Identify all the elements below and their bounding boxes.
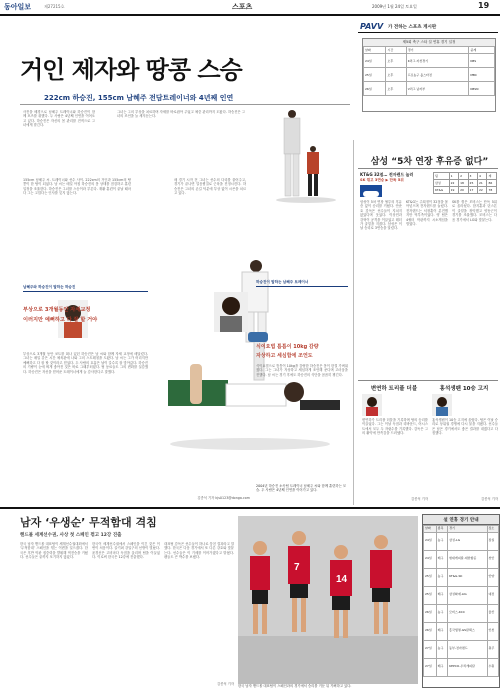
pavv-board-title: 제5회 축구 스타 설 연휴 경기 일정 [363, 39, 495, 46]
handball-sub: 핸드볼 세계선수권, 사상 첫 스페인 꺾고 12강 진출 [20, 533, 122, 538]
handball-body-col-2: 한국이 세계선수권에서 스페인을 이긴 것은 이번이 처음이다. 골키퍼 강일구의 선방이 빛났다. 윤경신은 고비마다 득점을 올리며 팀을 이끌었다. 이로써 한국은 12강에 진출했다. [92, 542, 160, 560]
main-photo-caption: 2004년 하승진 소속팀 트레이너 남혜주 씨와 함께 훈련하는 모습. 두 사람은 4년째 인연을 이어가고 있다. [256, 484, 347, 493]
table-row [424, 550, 499, 568]
table-cell: 프로농구 올스타전 [406, 68, 469, 82]
schedule-table [423, 525, 499, 677]
table-cell: 울산 [487, 604, 499, 622]
samsung-rule [358, 168, 498, 169]
samsung-scoreboard [433, 172, 497, 194]
table-cell: 27일 [424, 658, 437, 676]
main-byline: 김종석 기자 kjs0123@donga.com [197, 496, 250, 500]
table-row [424, 526, 499, 533]
table-cell: 농구 [436, 532, 447, 550]
table-cell: KT&G [434, 187, 450, 194]
page-number: 19 [478, 1, 490, 10]
table-row [424, 568, 499, 586]
table-cell: 흥국생명-GS칼텍스 [448, 622, 487, 640]
table-cell: 26일 [424, 622, 437, 640]
quote-box-left [23, 285, 148, 345]
table-cell: KBS [469, 54, 495, 68]
table-cell: 25 [468, 180, 477, 187]
table-cell: MBC [469, 68, 495, 82]
table-cell: KT&G-SK [448, 568, 487, 586]
table-row [424, 604, 499, 622]
samsung-headline: 삼성 “5차 연장 후유증 없다” [370, 157, 489, 167]
main-headline: 거인 제자와 땅콩 스승 [20, 56, 242, 84]
table-header: 경기 [406, 47, 469, 54]
issue-date: 2009년 1월 24일 토요일 [372, 4, 417, 9]
table-header: 4 [478, 173, 487, 180]
table-cell: 동부-전자랜드 [448, 640, 487, 658]
quote-left-label: 남혜주와 하승진이 말하는 하승진 [23, 285, 148, 292]
table-cell: 오후 [386, 82, 406, 96]
table-cell: 잠실 [487, 532, 499, 550]
table-cell: 20 [459, 187, 468, 194]
pinch-photo [362, 394, 382, 416]
table-cell: 86 [487, 180, 497, 187]
main-body-col-4: 매 경기 시작 전 그녀는 선수의 다리를 풀어주고, 경기가 끝나면 얼음찜질로 근육을 진정시킨다. 하승진은 그녀의 손길 덕분에 부상 없이 시즌을 치르고 있다. [174, 178, 246, 196]
table-row [364, 68, 495, 82]
table-cell: KEPCO-우리캐피탈 [448, 658, 487, 676]
table-header: 중계 [469, 47, 495, 54]
table-cell: 26일 [424, 604, 437, 622]
handball-caption: 한국 남자 핸드볼 대표팀이 스페인과의 경기에서 승리를 거둔 뒤 기뻐하고 있다. [238, 684, 352, 688]
table-row [424, 532, 499, 550]
table-cell: 24일 [424, 532, 437, 550]
table-cell: 대전 [487, 586, 499, 604]
table-header: 종목 [436, 526, 447, 533]
masthead [0, 0, 500, 14]
table-cell: 농구 [436, 568, 447, 586]
table-row [424, 622, 499, 640]
photo-player-portrait [214, 292, 248, 332]
table-cell: 22 [478, 187, 487, 194]
pinch-title: 변연하 트리플 더블 [370, 386, 418, 392]
table-cell: KBSN [469, 82, 495, 96]
table-header: 1 [449, 173, 458, 180]
table-row [424, 586, 499, 604]
quote-box-right [256, 280, 348, 360]
table-cell: 농구 [436, 604, 447, 622]
table-header: 계 [487, 173, 497, 180]
samsung-body-col-3: SK를 꺾은 모비스는 단독 5위로 올라섰다. 함지훈과 던스톤이 골밑을 장악했고 양동근이 경기를 조율했다. 모비스는 다음 경기에서 LG와 맞붙는다. [452, 200, 497, 222]
golf-body: 홍석생팬이 10승 고지에 올랐다. 팀은 이날 승리로 상위권 경쟁에 다시 불을 지폈다. 선수들은 남은 경기에서도 좋은 결과를 내겠다고 다짐했다. [432, 418, 498, 436]
main-body-col-2: 그녀는 그의 부상을 치료하며 자세를 바로잡아 주었고 체중 관리까지 도왔다. 하승진은 그녀의 조언을 늘 새겨듣는다. [117, 110, 245, 119]
table-header: 3 [468, 173, 477, 180]
handball-headline: 남자 ‘우생순’ 무적함대 격침 [20, 516, 157, 529]
handball-byline: 김종석 기자 [217, 682, 234, 686]
pavv-logo: PAVV [360, 22, 384, 31]
pavv-board-table [363, 46, 495, 96]
table-cell: 삼성 [434, 180, 450, 187]
handball-body-col-3: 대표팀 감독은 선수들이 하나로 뭉친 결과라고 말했다. 한국은 다음 경기에서 또 다른 강호와 맞붙는다. 선수들은 이 기세를 이어가겠다고 밝혔다. 팬들도 큰 박수를 보냈다. [164, 542, 234, 560]
table-cell: 오후 [386, 54, 406, 68]
photo-players-standing [250, 108, 356, 203]
section-title: 스포츠 [232, 3, 253, 11]
pinch-byline: 김종석 기자 [411, 497, 428, 501]
samsung-logo-photo [360, 185, 382, 197]
table-cell: K리그 자선경기 [406, 54, 469, 68]
table-cell: 78 [487, 187, 497, 194]
pavv-tagline: 가 전하는 스포츠 게시판 [388, 25, 437, 30]
quote-right-line-2: 자상하고 세심함에 조언도 [256, 353, 313, 359]
table-row [364, 47, 495, 54]
main-subhead: 222cm 하승진, 155cm 남혜주 전담트레이너와 4년째 인연 [44, 94, 234, 102]
table-cell: 배구 [436, 658, 447, 676]
table-header: 팀 [434, 173, 450, 180]
pavv-banner [358, 22, 498, 132]
subhead-rule [20, 104, 350, 105]
table-cell: 인천 [487, 622, 499, 640]
golf-byline: 김종석 기자 [481, 497, 498, 501]
main-body-col-3: 155cm 남혜주 씨. 트레이너와 선수 사이. 222cm의 거인과 155cm의 땅콩이 한 팀이 되었다. 남 씨는 매일 아침 하승진의 몸 상태를 점검하고 훈련 일정을 조율한다. 하승진은 그녀를 스승이라 부른다. 재활 훈련이 끝날 때마다 그는 고맙다는 인사를 잊지 않는다. [23, 178, 131, 196]
svg-text:14: 14 [336, 574, 348, 585]
main-body-col-5: 부상으로 3개월 동안 코트를 떠나 있던 하승진은 남 씨와 함께 자세 교정에 매달렸다. 그녀는 매일 같은 시간 체육관에 나와 그의 스트레칭을 도왔다. 남 씨는 그가 어리지만 예뻐하고 다 잘 할 것이라고 믿었다. 두 사람의 호흡은 날이 갈수록 잘 맞아갔다. 하승진의 기량이 눈에 띄게 좋아진 것은 바로 그때부터였다. 팀 동료들도 그의 변화를 실감했다. 하승진은 자신을 믿어준 트레이너에게 늘 감사한다고 말했다. [23, 352, 148, 374]
table-row [424, 640, 499, 658]
table-cell: 안양 [487, 568, 499, 586]
table-cell: 오후 [386, 68, 406, 82]
table-cell: V리그 남자부 [406, 82, 469, 96]
bottom-section-rule [0, 507, 500, 509]
schedule-box [422, 514, 500, 688]
table-header: 날짜 [424, 526, 437, 533]
table-cell: 25일 [424, 568, 437, 586]
table-cell: 현대캐피탈-대한항공 [448, 550, 487, 568]
samsung-sub: KT&G 32점… 전자랜드 눌러 [360, 172, 414, 177]
pinch-body: 변연하가 트리플 더블을 기록하며 팀의 승리를 이끌었다. 그는 이날 득점과 리바운드, 어시스트에서 모두 두 자릿수를 기록했다. 감독은 그의 활약에 만족감을 드러냈다. [362, 418, 428, 436]
golf-photo [432, 394, 452, 416]
table-row [434, 187, 497, 194]
table-cell: 26일 [364, 82, 386, 96]
table-row [364, 82, 495, 96]
table-cell: 배구 [436, 550, 447, 568]
table-row [434, 180, 497, 187]
handball-body-col-1: 한국 남자 핸드볼 대표팀이 세계선수권대회에서 ‘무적함대’ 스페인을 꺾는 이변을 일으켰다. 한국은 후반 막판 집중력을 발휘해 역전승을 거뒀다. 선수들은 끝까지 포기하지 않았다. [20, 542, 88, 560]
table-cell: 25일 [364, 68, 386, 82]
quote-left-line-2: 이러지만 예뻐하고 다 잘 할 거야 [23, 317, 98, 323]
table-cell: 모비스-KCC [448, 604, 487, 622]
column-divider [353, 140, 354, 505]
issue-number: 제27215호 [44, 4, 65, 9]
table-cell: 17 [468, 187, 477, 194]
table-cell: 배구 [436, 586, 447, 604]
samsung-score-line: SK 꺾고 3연승 ▶ 단독 5위 [360, 178, 404, 182]
table-cell: 25일 [424, 586, 437, 604]
table-cell: 18 [459, 180, 468, 187]
svg-text:7: 7 [294, 562, 300, 573]
table-row [424, 658, 499, 676]
table-header: 경기 [448, 526, 487, 533]
table-cell: 원주 [487, 640, 499, 658]
main-body-col-1: 사진을 배경으로 남혜주 트레이너와 하승진이 함께 포즈를 취했다. 두 사람은 4년째 인연을 이어오고 있다. 하승진은 자신의 몸 관리를 전적으로 그녀에게 맡긴다. [23, 110, 95, 128]
table-cell: 삼성화재-LIG [448, 586, 487, 604]
samsung-body-col-1: 삼성이 5차 연장 혈투의 후유증 없이 승리를 거뒀다. 안준호 감독은 선수들이 지치지 않았다며 웃었다. 이상민과 강혁이 공격을 이끌었고 레더가 골밑을 지켰다. 삼성은 이날 승리로 3연승을 달렸다. [360, 200, 402, 231]
quote-right-line-1: 식이요법 틈틈이 10kg 감량 [256, 344, 319, 350]
table-header: 장소 [487, 526, 499, 533]
table-cell: 천안 [487, 550, 499, 568]
table-cell: 수원 [487, 658, 499, 676]
schedule-title: 설 연휴 경기 안내 [423, 515, 499, 525]
table-cell: 24일 [364, 54, 386, 68]
table-cell: 21 [478, 180, 487, 187]
table-header: 날짜 [364, 47, 386, 54]
pavv-header [358, 22, 498, 33]
table-cell: 삼성-LG [448, 532, 487, 550]
table-cell: 19 [449, 187, 458, 194]
table-row [434, 173, 497, 180]
newspaper-logo: 동아일보 [4, 3, 32, 11]
table-header: 2 [459, 173, 468, 180]
main-body-col-6: 식이요법으로 틈틈이 10kg을 감량한 하승진은 몸이 한결 가벼워졌다. 그는 그녀가 자상하고 세심하게 조언해 준다며 고마움을 전했다. 남 씨는 경기 후에도 하승진의 식단을 꼼꼼히 챙긴다. [256, 364, 348, 377]
pavv-board [362, 38, 496, 112]
table-cell: 24일 [424, 550, 437, 568]
golf-title: 홍석생팬 10승 고지 [439, 386, 489, 392]
table-cell: 27일 [424, 640, 437, 658]
table-cell: 농구 [436, 640, 447, 658]
table-header: 시간 [386, 47, 406, 54]
samsung-body-col-2: KT&G는 주희정이 32점을 몰아넣으며 전자랜드를 눌렀다. 전자랜드는 서장훈이 분전했지만 역부족이었다. 양 팀은 4쿼터 막판까지 시소게임을 벌였다. [406, 200, 448, 227]
photo-handball [238, 516, 418, 684]
quote-right-label: 하승진이 말하는 남혜주 트레이너 [256, 280, 348, 287]
pinch-rule [358, 380, 498, 381]
table-cell: 배구 [436, 622, 447, 640]
quote-left-line-1: 부상으로 3개월동안 자세교정 [23, 307, 91, 313]
table-cell: 22 [449, 180, 458, 187]
masthead-rule [0, 14, 500, 16]
table-row [364, 54, 495, 68]
